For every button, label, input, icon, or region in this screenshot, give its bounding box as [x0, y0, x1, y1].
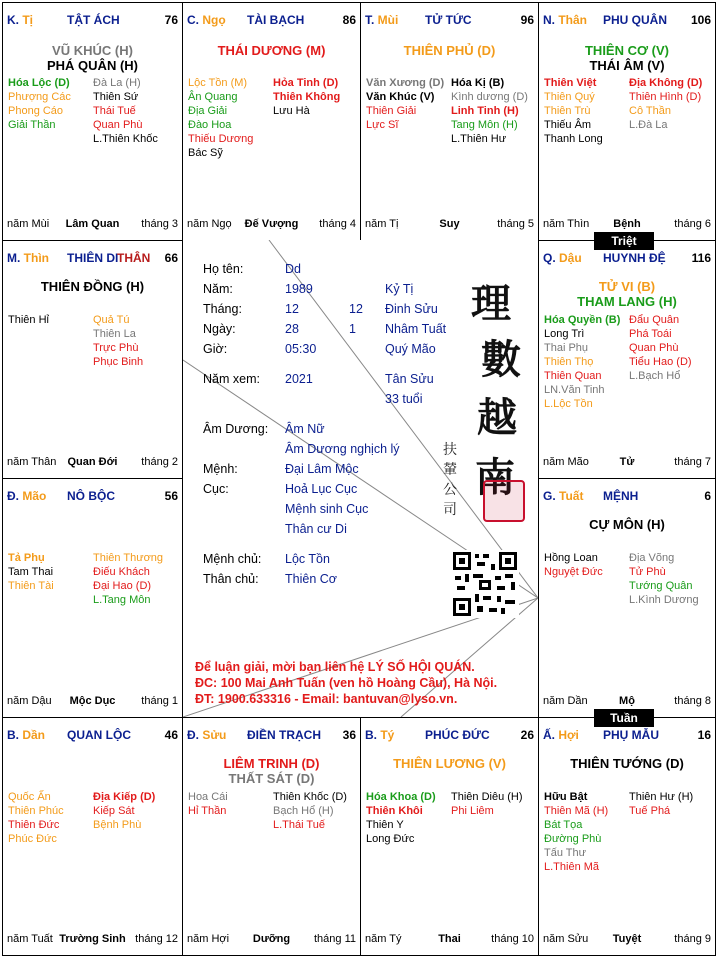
palace-stem-branch: B. Tý	[365, 728, 395, 742]
value-am-duong-2: Âm Dương nghịch lý	[285, 442, 400, 456]
minor-stars-right	[629, 790, 693, 818]
footer-month: tháng 7	[674, 456, 711, 468]
footer-year: năm Hợi	[187, 933, 230, 945]
minor-star: Quả Tú	[93, 314, 130, 326]
value-than-chu: Thiên Cơ	[285, 572, 337, 586]
seal-text: 扶輦公司	[443, 442, 457, 518]
minor-star: Địa Võng	[629, 552, 675, 564]
palace-decade-number: 76	[164, 13, 178, 27]
palace-tat-ach[interactable]	[2, 2, 183, 241]
minor-star: Thiên Y	[366, 819, 404, 831]
minor-star: Hữu Bật	[544, 791, 588, 803]
palace-decade-number: 116	[691, 251, 711, 265]
minor-star: L.Bạch Hổ	[629, 370, 681, 382]
minor-stars-right	[629, 76, 702, 132]
palace-no-boc[interactable]	[2, 478, 183, 718]
palace-menh[interactable]	[538, 478, 716, 718]
palace-name: ĐIỀN TRẠCH	[247, 728, 321, 742]
center-panel	[183, 240, 538, 717]
minor-stars-right	[273, 790, 347, 832]
main-star-1: THIÊN CƠ (V)	[584, 43, 670, 58]
label-cuc: Cục:	[203, 482, 229, 496]
value-thang-al: 12	[349, 302, 363, 316]
footer-stage: Mộ	[619, 695, 635, 707]
value-am-duong: Âm Nữ	[285, 422, 325, 436]
palace-footer	[7, 218, 178, 232]
palace-name: HUYNH ĐỆ	[603, 251, 666, 265]
palace-phuc-duc[interactable]	[360, 717, 539, 956]
qr-code-icon[interactable]	[451, 550, 519, 618]
palace-header	[365, 13, 534, 29]
palace-stem-branch: K. Tị	[7, 13, 34, 27]
minor-star: Thiên Sứ	[93, 91, 139, 103]
palace-footer	[543, 933, 711, 947]
minor-stars-right	[629, 313, 692, 383]
minor-star: Thiên Thương	[93, 552, 164, 564]
footer-year: năm Mão	[543, 456, 589, 468]
minor-star: Lực Sĩ	[366, 119, 399, 131]
label-gio: Giờ:	[203, 342, 228, 356]
minor-star: L.Thái Tuế	[273, 819, 325, 831]
minor-star: Bác Sỹ	[188, 147, 223, 159]
footer-year: năm Mùi	[7, 218, 50, 230]
footer-stage: Suy	[439, 218, 460, 230]
palace-name: TỬ TỨC	[425, 13, 472, 27]
minor-star: Bát Tọa	[544, 819, 583, 831]
minor-star: Đường Phù	[544, 833, 602, 845]
minor-star: Thiên Đức	[8, 819, 60, 831]
minor-stars-left	[188, 76, 253, 160]
palace-header	[7, 13, 178, 29]
footer-year: năm Thìn	[543, 218, 590, 230]
value-cuc: Hoả Lục Cục	[285, 482, 358, 496]
minor-star: Bệnh Phù	[93, 819, 142, 831]
value-ho-ten: Dd	[285, 262, 301, 276]
palace-footer	[187, 218, 356, 232]
minor-star: Phục Binh	[93, 356, 144, 368]
palace-name: NÔ BỘC	[67, 489, 115, 503]
minor-star: Phượng Các	[8, 91, 71, 103]
contact-line-3: ĐT: 1900.633316 - Email: bantuvan@lyso.vn.	[195, 692, 458, 706]
minor-star: Trực Phù	[93, 342, 139, 354]
palace-name: QUAN LỘC	[67, 728, 131, 742]
palace-stem-branch: N. Thân	[543, 13, 588, 27]
palace-footer	[7, 933, 178, 947]
palace-name: TÀI BẠCH	[247, 13, 305, 27]
footer-month: tháng 1	[141, 695, 178, 707]
palace-tu-tuc[interactable]	[360, 2, 539, 241]
value-thang-can: Đinh Sửu	[385, 302, 438, 316]
minor-star: Thiên Hình (D)	[629, 91, 702, 103]
palace-footer	[543, 218, 711, 232]
palace-footer	[543, 695, 711, 709]
label-than-chu: Thân chủ:	[203, 572, 259, 586]
palace-footer	[7, 456, 178, 470]
minor-stars-right	[93, 551, 163, 607]
main-star-1: CỰ MÔN (H)	[589, 517, 665, 532]
minor-star: Điếu Khách	[93, 566, 150, 578]
main-star-1: THIÊN ĐỒNG (H)	[40, 279, 145, 294]
minor-star: Đào Hoa	[188, 119, 232, 131]
label-menh: Mệnh:	[203, 462, 238, 476]
minor-star: Hóa Kị (B)	[451, 77, 505, 89]
palace-stem-branch: Đ. Mão	[7, 489, 47, 503]
palace-huynh-de[interactable]	[538, 240, 716, 479]
main-star-1: LIÊM TRINH (D)	[223, 756, 320, 771]
label-nam-xem: Năm xem:	[203, 372, 260, 386]
footer-stage: Tuyệt	[612, 933, 642, 945]
footer-month: tháng 6	[674, 218, 711, 230]
value-menh-chu: Lộc Tồn	[285, 552, 330, 566]
value-ngay: 28	[285, 322, 299, 336]
footer-year: năm Sửu	[543, 933, 589, 945]
palace-quan-loc[interactable]	[2, 717, 183, 956]
palace-name: MỆNH	[603, 489, 639, 503]
minor-star: Phi Liêm	[451, 805, 494, 817]
minor-star: Địa Kiếp (D)	[93, 791, 156, 803]
calligraphy-char-1: 理	[471, 280, 511, 327]
palace-stem-branch: M. Thìn	[7, 251, 49, 265]
minor-star: Tấu Thư	[544, 847, 587, 859]
palace-decade-number: 46	[164, 728, 178, 742]
main-star-1: THÁI DƯƠNG (M)	[217, 43, 326, 58]
palace-stem-branch: Q. Dậu	[543, 251, 582, 265]
minor-star: Thiếu Âm	[544, 119, 592, 131]
minor-star: Ân Quang	[188, 91, 238, 103]
palace-phu-mau[interactable]	[538, 717, 716, 956]
palace-footer	[543, 456, 711, 470]
minor-stars-left	[544, 551, 603, 579]
main-star-1: THIÊN PHỦ (D)	[403, 43, 496, 58]
palace-decade-number: 36	[342, 728, 356, 742]
main-star-1: TỬ VI (B)	[598, 279, 656, 294]
palace-name: PHU QUÂN	[603, 13, 668, 27]
palace-thien-di[interactable]	[2, 240, 183, 479]
palace-name: TẬT ÁCH	[67, 13, 120, 27]
minor-star: Giải Thần	[8, 119, 56, 131]
calligraphy-char-3: 越	[477, 394, 517, 441]
value-cuc-2: Mệnh sinh Cục	[285, 502, 369, 516]
minor-star: Bạch Hổ (H)	[273, 805, 334, 817]
minor-star: Lưu Hà	[273, 105, 310, 117]
minor-stars-left	[8, 313, 49, 327]
palace-footer	[365, 933, 534, 947]
footer-stage: Tử	[619, 456, 635, 468]
minor-star: Thiên Khốc (D)	[273, 791, 347, 803]
minor-stars-right	[629, 551, 699, 607]
value-thang: 12	[285, 302, 299, 316]
minor-star: Thiên Giải	[366, 105, 417, 117]
minor-star: Thiên Trù	[544, 105, 591, 117]
minor-star: Thiên Khôi	[366, 805, 423, 817]
palace-header	[365, 728, 534, 744]
footer-year: năm Tý	[365, 933, 402, 945]
label-am-duong: Âm Dương:	[203, 422, 269, 436]
footer-year: năm Tuất	[7, 933, 53, 945]
label-thang: Tháng:	[203, 302, 242, 316]
minor-star: Kiếp Sát	[93, 805, 135, 817]
minor-stars-right	[451, 76, 528, 146]
palace-decade-number: 86	[342, 13, 356, 27]
main-star-2: THAM LANG (H)	[577, 294, 677, 309]
footer-stage: Bệnh	[613, 218, 641, 230]
palace-stem-branch: T. Mùi	[365, 13, 399, 27]
footer-month: tháng 5	[497, 218, 534, 230]
minor-star: L.Tang Môn	[93, 594, 151, 606]
minor-star: Thiên Hư (H)	[629, 791, 694, 803]
minor-star: Nguyệt Đức	[544, 566, 603, 578]
minor-star: Văn Khúc (V)	[366, 91, 435, 103]
minor-star: Long Trì	[544, 328, 585, 340]
palace-header	[543, 489, 711, 505]
minor-star: Thiên La	[93, 328, 136, 340]
footer-year: năm Dậu	[7, 695, 52, 707]
value-nam-xem-can: Tân Sửu	[385, 372, 434, 386]
label-nam: Năm:	[203, 282, 233, 296]
minor-star: Hỏa Tinh (D)	[273, 77, 339, 89]
footer-month: tháng 10	[491, 933, 534, 945]
minor-star: Thiếu Dương	[188, 133, 254, 145]
label-ho-ten: Họ tên:	[203, 262, 244, 276]
palace-decade-number: 56	[164, 489, 178, 503]
palace-name: PHỤ MẪU	[603, 728, 659, 742]
minor-stars-left	[366, 76, 444, 132]
footer-stage: Đế Vượng	[244, 218, 299, 230]
footer-stage: Mộc Dục	[69, 695, 116, 707]
minor-star: Quan Phù	[629, 342, 679, 354]
minor-star: Văn Xương (D)	[366, 77, 445, 89]
footer-month: tháng 3	[141, 218, 178, 230]
minor-stars-right	[93, 76, 158, 146]
main-star-1: THIÊN TƯỚNG (D)	[570, 756, 684, 771]
palace-header	[543, 251, 711, 267]
minor-star: Thiên Mã (H)	[544, 805, 609, 817]
tuan-badge: Tuần	[594, 709, 654, 727]
palace-stem-branch: Đ. Sửu	[187, 728, 227, 742]
palace-stem-branch: Ấ. Hợi	[543, 728, 579, 742]
minor-stars-left	[366, 790, 436, 846]
minor-star: Quan Phù	[93, 119, 143, 131]
minor-star: Thiên Quý	[544, 91, 595, 103]
minor-star: Tuế Phá	[629, 805, 671, 817]
minor-star: L.Đà La	[629, 119, 668, 131]
value-nam-xem: 2021	[285, 372, 313, 386]
minor-star: Hoa Cái	[188, 791, 228, 803]
value-nam-can: Kỷ Tị	[385, 282, 414, 296]
footer-month: tháng 4	[319, 218, 356, 230]
minor-star: Thiên Tài	[8, 580, 54, 592]
calligraphy-char-4: 南	[475, 454, 515, 501]
palace-decade-number: 16	[697, 728, 711, 742]
minor-star: Thiên Quan	[544, 370, 602, 382]
minor-star: Thiên Không	[273, 91, 341, 103]
palace-stem-branch: C. Ngọ	[187, 13, 226, 27]
palace-name: THIÊN DI	[67, 251, 119, 265]
minor-stars-left	[8, 76, 71, 132]
minor-star: Hóa Khoa (D)	[366, 791, 436, 803]
palace-stem-branch: G. Tuất	[543, 489, 584, 503]
minor-star: Linh Tinh (H)	[451, 105, 519, 117]
minor-star: Tả Phụ	[8, 552, 45, 564]
main-star-2: THÁI ÂM (V)	[589, 58, 665, 73]
minor-stars-right	[93, 790, 155, 832]
value-gio: 05:30	[285, 342, 317, 356]
footer-month: tháng 9	[674, 933, 711, 945]
minor-star: Kình dương (D)	[451, 91, 528, 103]
minor-star: Địa Không (D)	[629, 77, 703, 89]
minor-star: Thanh Long	[544, 133, 603, 145]
minor-stars-right	[273, 76, 340, 118]
minor-star: Hồng Loan	[544, 552, 598, 564]
seal-stamp-icon	[443, 440, 473, 540]
palace-stem-branch: B. Dần	[7, 728, 46, 742]
minor-star: Hỉ Thần	[188, 805, 227, 817]
value-gio-can: Quý Mão	[385, 342, 436, 356]
minor-stars-left	[544, 313, 620, 411]
footer-year: năm Thân	[7, 456, 57, 468]
footer-stage: Quan Đới	[67, 456, 118, 468]
footer-stage: Lâm Quan	[65, 218, 120, 230]
minor-star: Đại Hao (D)	[93, 580, 152, 592]
minor-star: L.Thiên Khốc	[93, 133, 158, 145]
value-cuc-3: Thân cư Di	[285, 522, 347, 536]
palace-name: PHÚC ĐỨC	[425, 728, 490, 742]
red-seal-icon	[483, 480, 525, 522]
palace-header	[187, 13, 356, 29]
minor-star: Phúc Đức	[8, 833, 57, 845]
minor-star: L.Thiên Hư	[451, 133, 507, 145]
minor-star: L.Thiên Mã	[544, 861, 600, 873]
minor-star: Phong Cáo	[8, 105, 64, 117]
palace-header	[7, 728, 178, 744]
palace-decade-number: 106	[690, 13, 711, 27]
main-star-1: VŨ KHÚC (H)	[52, 43, 133, 58]
footer-year: năm Tị	[365, 218, 399, 230]
value-ngay-al: 1	[349, 322, 356, 336]
label-menh-chu: Mệnh chủ:	[203, 552, 262, 566]
value-menh: Đại Lâm Mộc	[285, 462, 359, 476]
palace-header	[7, 489, 178, 505]
minor-star: Tử Phù	[629, 566, 666, 578]
value-nam: 1989	[285, 282, 313, 296]
minor-star: Lộc Tồn (M)	[188, 77, 248, 89]
minor-star: Đà La (H)	[93, 77, 141, 89]
minor-star: Hóa Lộc (D)	[8, 77, 70, 89]
minor-stars-left	[8, 551, 54, 593]
minor-star: Thiên Hỉ	[8, 314, 49, 326]
minor-star: Tướng Quân	[629, 580, 693, 592]
minor-star: Quốc Ấn	[8, 791, 51, 803]
footer-stage: Trường Sinh	[59, 933, 126, 945]
minor-star: Long Đức	[366, 833, 415, 845]
palace-footer	[187, 933, 356, 947]
footer-month: tháng 11	[313, 933, 356, 945]
calligraphy-char-2: 數	[481, 336, 521, 383]
minor-stars-left	[544, 76, 603, 146]
minor-star: Đẩu Quân	[629, 314, 680, 326]
minor-star: Thiên Việt	[544, 77, 597, 89]
palace-dien-trach[interactable]	[182, 717, 361, 956]
palace-footer	[365, 218, 534, 232]
palace-tai-bach[interactable]	[182, 2, 361, 241]
minor-star: Thái Tuế	[93, 105, 136, 117]
palace-header	[187, 728, 356, 744]
triet-badge: Triệt	[594, 232, 654, 250]
footer-year: năm Dần	[543, 695, 588, 707]
minor-star: Hóa Quyền (B)	[544, 314, 621, 326]
palace-body-marker: THÂN	[117, 251, 151, 265]
footer-stage: Thai	[438, 933, 461, 945]
minor-star: Tam Thai	[8, 566, 54, 578]
minor-stars-right	[93, 313, 143, 369]
palace-phu-quan[interactable]	[538, 2, 716, 241]
minor-star: Tiểu Hao (D)	[629, 356, 692, 368]
footer-year: năm Ngọ	[187, 218, 232, 230]
footer-month: tháng 8	[674, 695, 711, 707]
main-star-1: THIÊN LƯƠNG (V)	[393, 756, 506, 771]
footer-month: tháng 12	[135, 933, 178, 945]
minor-star: Cô Thần	[629, 105, 671, 117]
palace-header	[7, 251, 178, 267]
minor-star: L.Lộc Tồn	[544, 398, 593, 410]
main-star-2: PHÁ QUÂN (H)	[47, 58, 138, 73]
palace-decade-number: 96	[520, 13, 534, 27]
minor-stars-left	[544, 790, 608, 874]
contact-line-2: ĐC: 100 Mai Anh Tuấn (ven hồ Hoàng Cầu), Hà Nội.	[195, 676, 498, 690]
minor-star: Thai Phụ	[544, 342, 589, 354]
minor-star: Địa Giải	[188, 105, 228, 117]
minor-stars-left	[188, 790, 228, 818]
palace-header	[543, 13, 711, 29]
contact-line-1: Để luận giải, mời bạn liên hệ LÝ SỐ HỘI QUÁN.	[195, 660, 475, 674]
palace-header	[543, 728, 711, 744]
minor-star: L.Kình Dương	[629, 594, 699, 606]
minor-star: Thiên Thọ	[544, 356, 594, 368]
value-ngay-can: Nhâm Tuất	[385, 322, 447, 336]
main-star-2: THẤT SÁT (D)	[228, 771, 315, 786]
label-ngay: Ngày:	[203, 322, 236, 336]
minor-star: Phá Toái	[629, 328, 672, 340]
minor-star: Thiên Phúc	[8, 805, 64, 817]
footer-month: tháng 2	[141, 456, 178, 468]
palace-footer	[7, 695, 178, 709]
palace-decade-number: 66	[164, 251, 178, 265]
minor-star: Thiên Diêu (H)	[451, 791, 523, 803]
minor-stars-right	[451, 790, 523, 818]
value-tuoi: 33 tuổi	[385, 392, 423, 406]
minor-star: LN.Văn Tinh	[544, 384, 605, 396]
palace-decade-number: 26	[520, 728, 534, 742]
minor-stars-left	[8, 790, 64, 846]
palace-decade-number: 6	[704, 489, 711, 503]
footer-stage: Dưỡng	[252, 933, 291, 945]
minor-star: Tang Môn (H)	[451, 119, 518, 131]
